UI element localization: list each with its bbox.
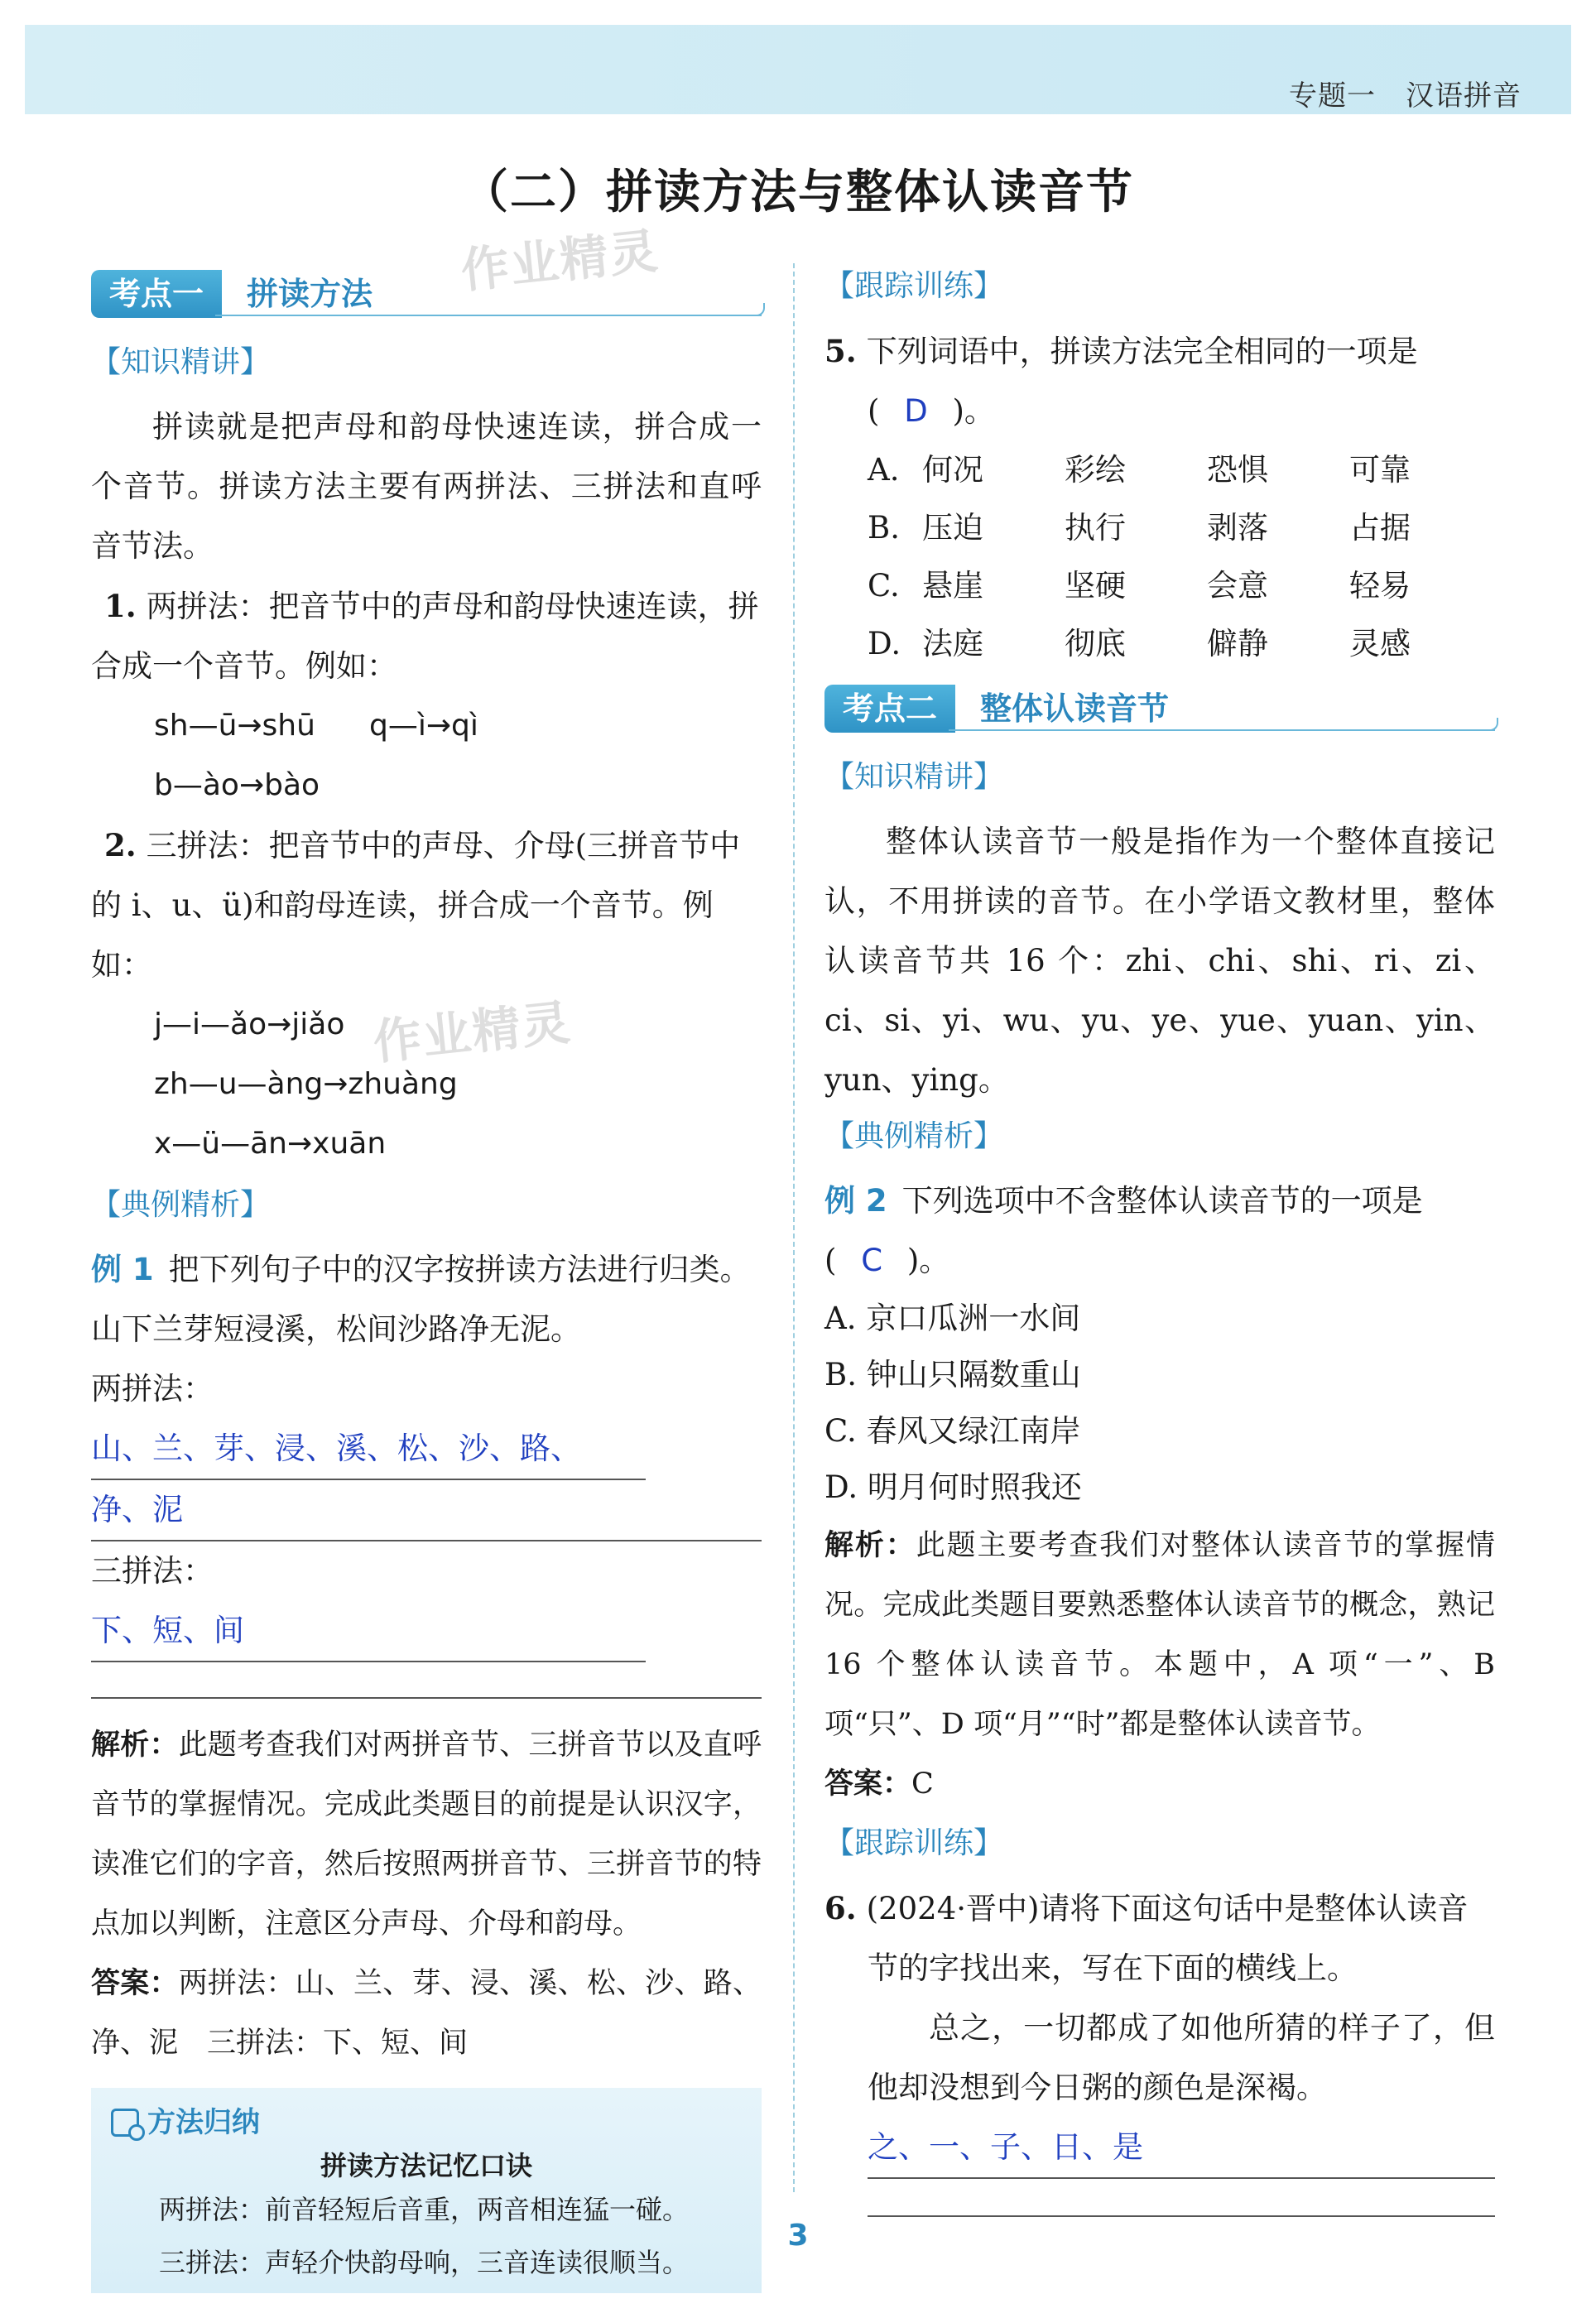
method-header [111,2099,742,2140]
item-number: 1. [104,588,137,624]
example-one-question [91,1240,762,1300]
analysis-paragraph [91,1715,762,1954]
pinyin-examples-row [91,696,762,815]
kaodian-underline [215,315,762,316]
header-topic: 专题一 [1289,79,1376,113]
option-row [868,499,1495,557]
ex2-option: C. 春风又绿江南岸 [824,1413,1081,1449]
option-word: 压迫 [922,510,983,546]
watermark: 作业精灵 [458,222,662,300]
header-subject: 汉语拼音 [1406,79,1521,113]
option-row [868,441,1495,499]
example-label: 【典例精析】 [824,1119,1004,1153]
question-5-answer [824,382,1495,441]
option-label: C. [868,568,900,604]
column-divider [793,263,795,2192]
example-number: 例 2 [824,1183,887,1219]
answer-label: 答案： [91,1967,179,2000]
right-column [824,263,1495,2234]
question-number: 6. [824,1890,857,1926]
paren-open: ( [868,393,880,429]
question-6-answer-line [824,2118,1495,2179]
option-word: 可靠 [1349,452,1411,488]
question-number: 5. [824,333,857,369]
example-text: 把下列句子中的汉字按拼读方法进行归类。 [168,1252,751,1287]
example-text: 下列选项中不含整体认读音节的一项是 [901,1183,1423,1219]
example-sentence: 山下兰芽短浸溪，松间沙路净无泥。 [91,1311,581,1347]
ex2-option: D. 明月何时照我还 [824,1469,1082,1505]
question-6-quote: 总之，一切都成了如他所猜的样子了，但他却没想到今日粥的颜色是深褐。 [868,2010,1495,2105]
kaodian-title: 拼读方法 [247,276,373,312]
option-word: 占据 [1349,510,1411,546]
paren-open: ( [824,1243,837,1278]
option-word: 僻静 [1207,626,1268,661]
analysis-label: 解析： [824,1529,916,1562]
option-word: 彩绘 [1065,452,1126,488]
option-word: 恐惧 [1207,452,1268,488]
example-two-answer [824,1231,1495,1291]
ex2-option: B. 钟山只隔数重山 [824,1357,1081,1392]
three-pin-label: 三拼法： [91,1553,214,1589]
method-rhyme-2: 三拼法：声轻介快韵母响，三音连读很顺当。 [159,2247,690,2278]
blank-answer-line [91,1697,762,1699]
kaodian-one-header [91,263,762,325]
analysis-paragraph [824,1516,1495,1754]
left-column [91,263,762,2293]
option-label: B. [868,510,900,546]
knowledge-label: 【知识精讲】 [91,345,271,379]
answer-text: C [911,1767,934,1801]
option-word: 坚硬 [1065,568,1126,604]
q5-options [824,441,1495,673]
example-number: 例 1 [91,1252,154,1287]
pinyin-example: q—ì→qì [369,709,478,743]
page-title: （二）拼读方法与整体认读音节 [462,165,1134,219]
method-summary-box [91,2088,762,2293]
option-word: 彻底 [1065,626,1126,661]
example-two-question [824,1171,1495,1231]
pinyin-example-line: zh—u—àng→zhuàng [154,1067,458,1101]
track-label: 【跟踪训练】 [824,1826,1004,1860]
analysis-label: 解析： [91,1729,179,1762]
intro-paragraph: 拼读就是把声母和韵母快速连读，拼合成一个音节。拼读方法主要有两拼法、三拼法和直呼音节法。 [91,409,762,564]
paren-close: )。 [952,393,995,429]
pinyin-example: b—ào→bào [154,768,320,802]
watermark: 作业精灵 [370,993,574,1071]
example-label: 【典例精析】 [91,1188,271,1222]
option-word: 法庭 [922,626,983,661]
page-number: 3 [787,2219,809,2253]
option-word: 轻易 [1349,568,1411,604]
intro-paragraph: 整体认读音节一般是指作为一个整体直接记认，不用拼读的音节。在小学语文教材里，整体认读音节共 16 个：zhi、chi、shi、ri、zi、ci、si、yi、wu、yu、ye、yue、yuan、yin、yun、ying。 [824,824,1495,1098]
option-row [868,557,1495,615]
item-two-pin [91,576,762,696]
three-pin-answer-line [91,1541,762,1662]
option-label: D. [868,626,901,661]
answer-label: 答案： [824,1767,912,1801]
two-pin-answer-line [91,1359,762,1480]
kaodian-title: 整体认读音节 [980,690,1170,727]
item-three-pin [91,815,762,995]
q5-answer: D [904,393,928,429]
two-pin-answer: 山、兰、芽、浸、溪、松、沙、路、 [91,1419,646,1480]
answer-paragraph [91,1954,762,2073]
three-pin-answer: 下、短、间 [91,1601,646,1662]
two-pin-answer-cont: 净、泥 [91,1480,762,1541]
answer-paragraph [824,1754,1495,1814]
question-6 [824,1878,1495,1998]
option-word: 灵感 [1349,626,1411,661]
option-word: 剥落 [1207,510,1268,546]
answer-text: 两拼法：山、兰、芽、浸、溪、松、沙、路、净、泥 三拼法：下、短、间 [91,1967,762,2060]
q6-answer: 之、一、子、日、是 [868,2118,1495,2179]
analysis-text: 此题主要考查我们对整体认读音节的掌握情况。完成此类题目要熟悉整体认读音节的概念，熟记 16 个整体认读音节。本题中，A 项“一”、B 项“只”、D 项“月”“时”都是整体认读音节。 [824,1529,1495,1741]
kaodian-tag: 考点二 [824,685,955,733]
option-word: 悬崖 [922,568,983,604]
method-subtitle: 拼读方法记忆口诀 [320,2150,532,2181]
ex2-option: A. 京口瓜洲一水间 [824,1301,1081,1336]
header-text [1289,73,1521,113]
kaodian-tag: 考点一 [91,270,222,318]
pinyin-example-line: x—ü—ān→xuān [154,1127,387,1161]
analysis-text: 此题考查我们对两拼音节、三拼音节以及直呼音节的掌握情况。完成此类题目的前提是认识汉字，读准它们的字音，然后按照两拼音节、三拼音节的特点加以判断，注意区分声母、介母和韵母。 [91,1729,762,1940]
option-word: 何况 [922,452,983,488]
ex2-answer: C [861,1243,883,1278]
item-number: 2. [104,827,137,863]
method-icon [111,2109,139,2137]
track-label: 【跟踪训练】 [824,269,1004,303]
blank-answer-line [868,2215,1495,2217]
option-word: 会意 [1207,568,1268,604]
question-5 [824,321,1495,382]
option-row [868,615,1495,673]
two-pin-answer-line-2 [91,1480,762,1541]
option-word: 执行 [1065,510,1126,546]
question-text: (2024·晋中)请将下面这句话中是整体认读音节的字找出来，写在下面的横线上。 [866,1891,1469,1986]
item-text: 三拼法：把音节中的声母、介母(三拼音节中的 i、u、ü)和韵母连读，拼合成一个音节。例如： [91,828,741,983]
pinyin-example: sh—ū→shū [154,709,315,743]
paren-close: )。 [906,1243,950,1278]
option-label: A. [868,452,900,488]
method-rhyme-1: 两拼法：前音轻短后音重，两音相连猛一碰。 [159,2194,690,2225]
method-title: 方法归纳 [147,2106,260,2139]
item-text: 两拼法：把音节中的声母和韵母快速连读，拼合成一个音节。例如： [91,589,759,684]
two-pin-label: 两拼法： [91,1371,214,1407]
kaodian-two-header [824,678,1495,739]
knowledge-label: 【知识精讲】 [824,760,1004,794]
kaodian-underline [949,729,1495,731]
pinyin-example-line: j—i—ǎo→jiǎo [154,1008,345,1041]
question-text: 下列词语中，拼读方法完全相同的一项是 [866,334,1418,369]
